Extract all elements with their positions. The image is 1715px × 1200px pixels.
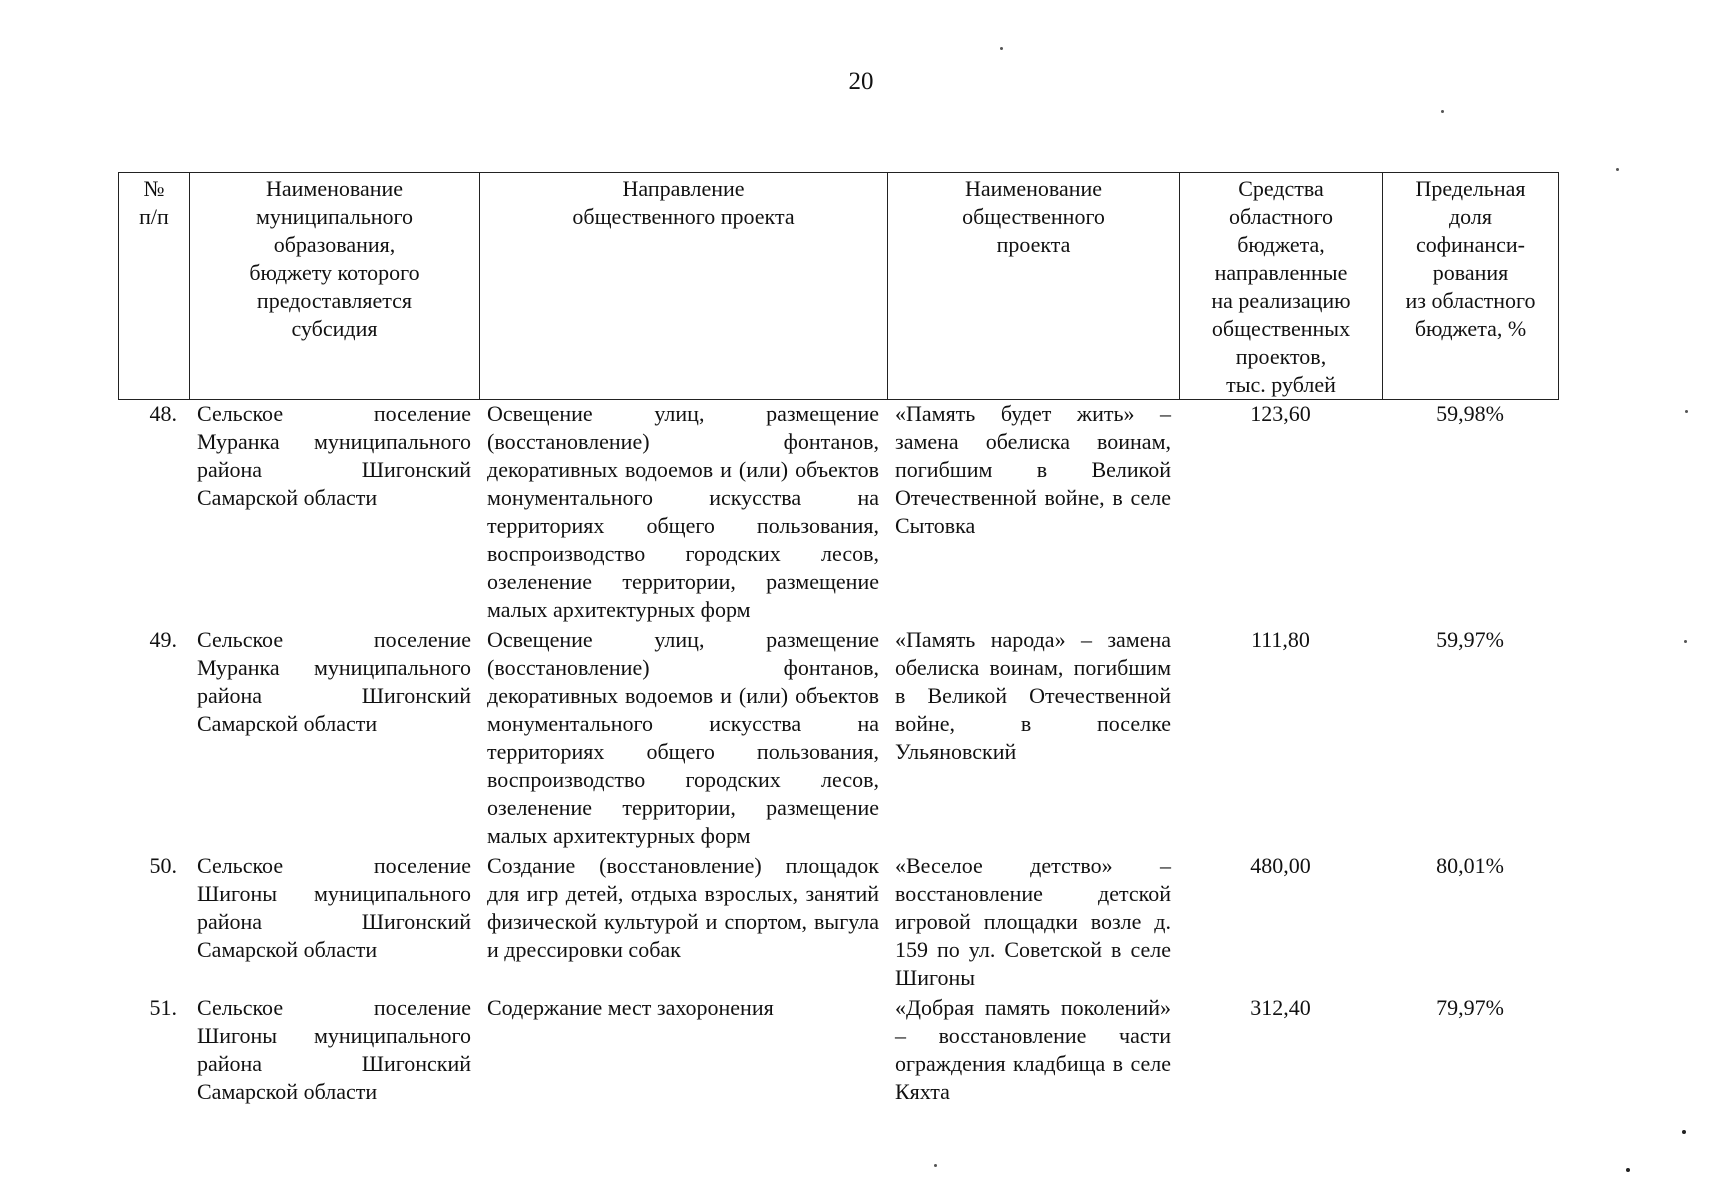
share-cell: 59,97% (1436, 627, 1504, 652)
header-number: № п/п (119, 173, 190, 400)
header-municipality: Наименование муниципального образования, бюджету которого предоставляется субсидия (190, 173, 480, 400)
scan-speck (1000, 47, 1003, 50)
scan-speck (1616, 168, 1619, 171)
row-number: 50. (149, 853, 177, 878)
project-cell: «Память народа» – замена обелиска воинам, погибшим в Великой Отечественной войне, в поселке Ульяновский (895, 627, 1171, 764)
share-cell: 79,97% (1436, 995, 1504, 1020)
project-cell: «Веселое детство» – восстановление детской игровой площадки возле д. 159 по ул. Советской в селе Шигоны (895, 853, 1171, 990)
scan-speck (1684, 640, 1687, 643)
table-row (118, 994, 1558, 1106)
project-cell: «Память будет жить» – замена обелиска воинам, погибшим в Великой Отечественной войне, в селе Сытовка (895, 401, 1171, 538)
scan-speck (1685, 410, 1688, 413)
direction-cell: Содержание мест захоронения (487, 995, 774, 1020)
header-budget-funds: Средства областного бюджета, направленные на реализацию общественных проектов, тыс. рублей (1180, 173, 1383, 400)
project-cell: «Добрая память поколений» – восстановление части ограждения кладбища в селе Кяхта (895, 995, 1171, 1104)
municipality-cell: Сельское поселение Муранка муниципального района Шигонский Самарской области (197, 627, 471, 736)
funds-cell: 312,40 (1250, 995, 1311, 1020)
table-row (118, 400, 1558, 626)
table-body (118, 400, 1558, 1106)
funds-cell: 123,60 (1250, 401, 1311, 426)
funds-cell: 480,00 (1250, 853, 1311, 878)
header-direction: Направление общественного проекта (480, 173, 888, 400)
row-number: 51. (149, 995, 177, 1020)
scan-speck (1441, 110, 1444, 113)
municipality-cell: Сельское поселение Шигоны муниципального района Шигонский Самарской области (197, 995, 471, 1104)
direction-cell: Освещение улиц, размещение (восстановление) фонтанов, декоративных водоемов и (или) объектов монументального искусства на территориях общего пользования, воспроизводство городских лесов, озеленение территории, размещение малых архитектурных форм (487, 401, 879, 622)
row-number: 48. (149, 401, 177, 426)
share-cell: 59,98% (1436, 401, 1504, 426)
header-cofinancing-share: Предельная доля софинанси- рования из областного бюджета, % (1383, 173, 1559, 400)
scan-speck (1682, 1130, 1686, 1134)
scan-speck (1626, 1168, 1630, 1172)
share-cell: 80,01% (1436, 853, 1504, 878)
funds-cell: 111,80 (1251, 627, 1310, 652)
table-row (118, 852, 1558, 994)
direction-cell: Создание (восстановление) площадок для игр детей, отдыха взрослых, занятий физической культурой и спортом, выгула и дрессировки собак (487, 853, 879, 962)
municipality-cell: Сельское поселение Муранка муниципального района Шигонский Самарской области (197, 401, 471, 510)
municipality-cell: Сельское поселение Шигоны муниципального района Шигонский Самарской области (197, 853, 471, 962)
table-header (118, 172, 1559, 400)
header-project-name: Наименование общественного проекта (888, 173, 1180, 400)
scan-speck (934, 1164, 937, 1167)
table-row (118, 626, 1558, 852)
row-number: 49. (149, 627, 177, 652)
direction-cell: Освещение улиц, размещение (восстановление) фонтанов, декоративных водоемов и (или) объектов монументального искусства на территориях общего пользования, воспроизводство городских лесов, озеленение территории, размещение малых архитектурных форм (487, 627, 879, 848)
page-number: 20 (848, 68, 874, 95)
